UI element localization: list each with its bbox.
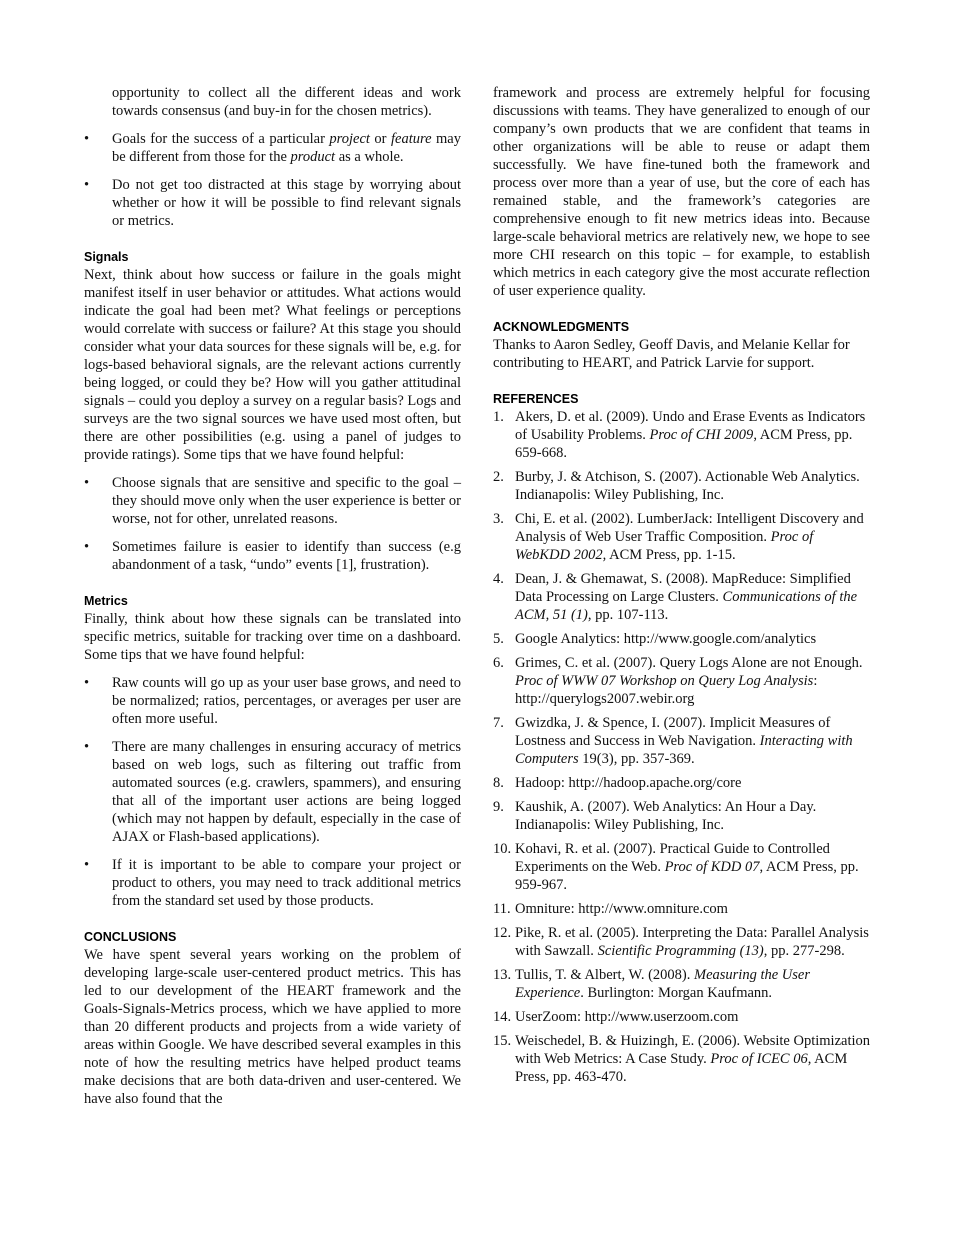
reference-number: 11. [493,901,511,917]
reference-number: 1. [493,409,504,425]
reference-item: 12. Pike, R. et al. (2005). Interpreting the Data: Parallel Analysis with Sawzall. Scientific Programming (13), pp. 277-298. [493,925,869,959]
reference-number: 14. [493,1009,512,1025]
reference-number: 5. [493,631,504,647]
reference-item: 8. Hadoop: http://hadoop.apache.org/core [493,775,742,791]
goals-bullet-2: • Do not get too distracted at this stage by worrying about whether or how it will be possible to find relevant signals or metrics. [84,177,461,229]
metrics-bullet-3: • If it is important to be able to compare your project or product to others, you may need to track additional metrics from the standard set used by those products. [84,857,461,909]
reference-item: 11. Omniture: http://www.omniture.com [493,901,728,917]
reference-item: 9. Kaushik, A. (2007). Web Analytics: An Hour a Day. Indianapolis: Wiley Publishing, Inc. [493,799,817,833]
conclusions-heading: CONCLUSIONS [84,930,177,944]
metrics-bullet-1: • Raw counts will go up as your user base grows, and need to be normalized; ratios, percentages, or averages per user are often more useful. [84,675,461,727]
reference-item: 15. Weischedel, B. & Huizingh, E. (2006). Website Optimization with Web Metrics: A Case Study. Proc of ICEC 06, ACM Press, pp. 463-470. [493,1033,870,1085]
reference-list [493,408,870,1086]
signals-heading: Signals [84,250,129,264]
acknowledgments-body: Thanks to Aaron Sedley, Geoff Davis, and Melanie Kellar for contributing to HEART, and Patrick Larvie for support. [493,337,850,371]
acknowledgments-heading: ACKNOWLEDGMENTS [493,320,630,334]
left-column [84,84,461,1108]
reference-item: 7. Gwizdka, J. & Spence, I. (2007). Implicit Measures of Lostness and Success in Web Navigation. Interacting with Computers 19(3), pp. 357-369. [493,715,853,767]
reference-number: 10. [493,841,512,857]
reference-number: 9. [493,799,504,815]
conclusions-continuation: framework and process are extremely helpful for focusing discussions with teams. They have generalized to enough of our company’s own products that we are confident that teams in other organizations will be able to reuse or adapt them successfully. We have fine-tuned both the framework and process over more than a year of use, but the core of each has remained stable, and the framework’s categories are comprehensive enough to fit new metrics ideas into. Because large-scale behavioral metrics are relatively new, we hope to see more CHI research on this topic – for example, to establish which metrics in each category give the most accurate reflection of user experience quality. [493,85,870,299]
goals-bullet-1: • Goals for the success of a particular project or feature may be different from those for the product as a whole. [84,131,461,165]
metrics-body: Finally, think about how these signals can be translated into specific metrics, suitable for tracking over time on a dashboard. Some tips that we have found helpful: [84,611,461,663]
intro-continuation: opportunity to collect all the different ideas and work towards consensus (and buy-in for the chosen metrics). [112,85,461,119]
reference-number: 8. [493,775,504,791]
signals-bullet-1: • Choose signals that are sensitive and specific to the goal – they should move only when the user experience is better or worse, not for other, unrelated reasons. [84,475,461,527]
reference-number: 13. [493,967,512,983]
reference-number: 15. [493,1033,512,1049]
reference-number: 6. [493,655,504,671]
reference-item: 2. Burby, J. & Atchison, S. (2007). Actionable Web Analytics. Indianapolis: Wiley Publishing, Inc. [493,469,860,503]
right-column [493,84,870,1086]
signals-body: Next, think about how success or failure in the goals might manifest itself in user behavior or attitudes. What actions would indicate the goal had been met? What feelings or perceptions would correlate with success or failure? At this stage you should consider what your data sources for these signals will be, e.g. for logs-based behavioral signals, are the relevant actions currently being logged, or could they be? How will you gather attitudinal signals – could you deploy a survey on a regular basis? Logs and surveys are the two signal sources we have used most often, but there are other possibilities (e.g. using a panel of judges to provide ratings). Some tips that we have found helpful: [84,267,461,463]
reference-number: 2. [493,469,504,485]
reference-item: 6. Grimes, C. et al. (2007). Query Logs Alone are not Enough. Proc of WWW 07 Workshop on Query Log Analysis: http://querylogs2007.webir.org [493,655,863,707]
reference-number: 3. [493,511,504,527]
reference-item: 4. Dean, J. & Ghemawat, S. (2008). MapReduce: Simplified Data Processing on Large Clusters. Communications of the ACM, 51 (1), pp. 107-113. [493,571,858,623]
reference-item: 14. UserZoom: http://www.userzoom.com [493,1009,739,1025]
reference-item: 13. Tullis, T. & Albert, W. (2008). Measuring the User Experience. Burlington: Morgan Kaufmann. [493,967,810,1001]
reference-number: 4. [493,571,504,587]
references-heading: REFERENCES [493,392,579,406]
metrics-bullet-2: • There are many challenges in ensuring accuracy of metrics based on web logs, such as filtering out traffic from automated sources (e.g. crawlers, spammers), and ensuring that all of the important user actions are being logged (which may not happen by default, especially in the case of AJAX or Flash-based applications). [84,739,461,845]
reference-number: 12. [493,925,512,941]
metrics-heading: Metrics [84,594,128,608]
reference-number: 7. [493,715,504,731]
reference-item: 1. Akers, D. et al. (2009). Undo and Erase Events as Indicators of Usability Problems. Proc of CHI 2009, ACM Press, pp. 659-668. [493,409,866,461]
reference-item: 10. Kohavi, R. et al. (2007). Practical Guide to Controlled Experiments on the Web. Proc of KDD 07, ACM Press, pp. 959-967. [493,841,859,893]
reference-item: 5. Google Analytics: http://www.google.com/analytics [493,631,817,647]
reference-item: 3. Chi, E. et al. (2002). LumberJack: Intelligent Discovery and Analysis of Web User Traffic Composition. Proc of WebKDD 2002, ACM Press, pp. 1-15. [493,511,864,563]
signals-bullet-2: • Sometimes failure is easier to identify than success (e.g abandonment of a task, “undo” events [1], frustration). [84,539,461,573]
conclusions-body: We have spent several years working on the problem of developing large-scale user-centered product metrics. This has led to our development of the HEART framework and the Goals-Signals-Metrics process, which we have applied to more than 20 different products and projects from a wide variety of areas within Google. We have described several examples in this note of how the resulting metrics have helped product teams make decisions that are both data-driven and user-centered. We have also found that the [84,947,461,1107]
